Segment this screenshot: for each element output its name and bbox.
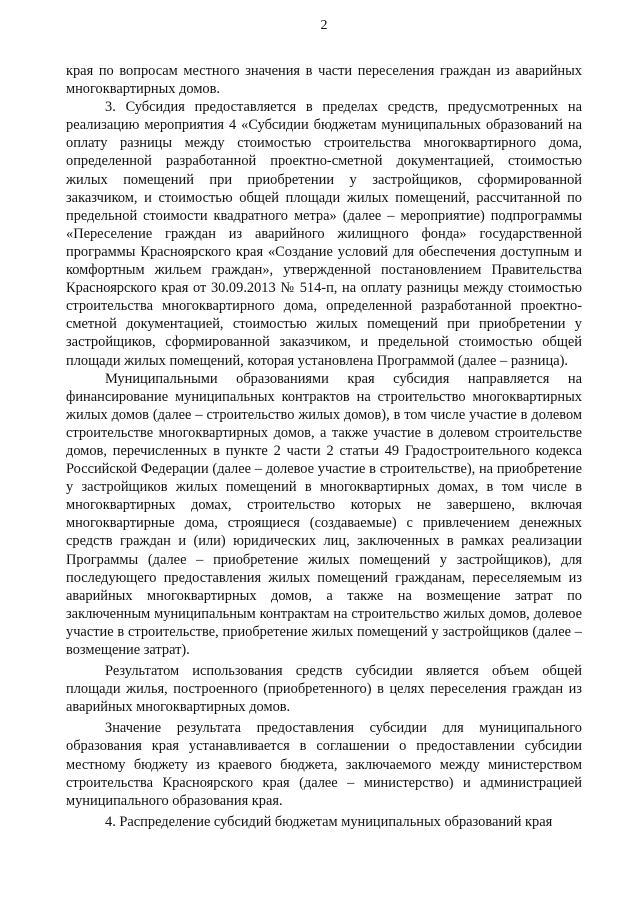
paragraph-result-value: Значение результата предоставления субсидии для муниципального образования края устанавливается в соглашении о предоставлении субсидии местному бюджету из краевого бюджета, заключаемого между министерством строительства Красноярского края (далее – министерство) и администрацией муниципального образования края. <box>66 720 582 809</box>
paragraph-item-3-subsidy: 3. Субсидия предоставляется в пределах средств, предусмотренных на реализацию мероприятия 4 «Субсидии бюджетам муниципальных образований на оплату разницы между стоимостью строительства многоквартирного дома, определенной разработанной проектно-сметной документацией, стоимостью жилых помещений при приобретении у застройщиков, сформированной заказчиком, и стоимостью общей площади жилых помещений, рассчитанной по предельной стоимости квадратного метра» (далее – мероприятие) подпрограммы «Переселение граждан из аварийного жилищного фонда» государственной программы Красноярского края «Создание условий для обеспечения доступным и комфортным жильем граждан», утвержденной постановлением Правительства Красноярского края от 30.09.2013 № 514-п, на оплату разницы между стоимостью строительства многоквартирного дома, определенной разработанной проектно-сметной документацией, стоимостью жилых помещений при приобретении у застройщиков, сформированной заказчиком, и предельной стоимостью общей площади жилых помещений, которая установлена Программой (далее – разница). <box>66 99 582 369</box>
paragraph-continuation: края по вопросам местного значения в части переселения граждан из аварийных многоквартирных домов. <box>66 63 582 98</box>
paragraph-subsidy-result: Результатом использования средств субсидии является объем общей площади жилья, построенного (приобретенного) в целях переселения граждан из аварийных многоквартирных домов. <box>66 663 582 716</box>
paragraph-item-4-distribution: 4. Распределение субсидий бюджетам муниципальных образований края <box>105 813 553 830</box>
paragraph-subsidy-direction: Муниципальными образованиями края субсидия направляется на финансирование муниципальных контрактов на строительство многоквартирных жилых домов (далее – строительство жилых домов), в том числе участие в долевом строительстве многоквартирных домов, а также участие в долевом строительстве домов, перечисленных в пункте 2 части 2 статьи 49 Градостроительного кодекса Российской Федерации (далее – долевое участие в строительстве), на приобретение у застройщиков жилых помещений в многоквартирных домах, в том числе в многоквартирных домах, строительство которых не завершено, включая многоквартирные дома, строящиеся (создаваемые) с привлечением денежных средств граждан и (или) юридических лиц, заключенных в рамках реализации Программы (далее – приобретение жилых помещений у застройщиков), для последующего предоставления жилых помещений гражданам, переселяемым из аварийных многоквартирных домов, а также на возмещение затрат по заключенным муниципальным контрактам на строительство жилых домов, долевое участие в строительстве, приобретение жилых помещений у застройщиков (далее – возмещение затрат). <box>66 370 582 658</box>
page-number: 2 <box>320 18 328 33</box>
document-body <box>66 62 582 831</box>
